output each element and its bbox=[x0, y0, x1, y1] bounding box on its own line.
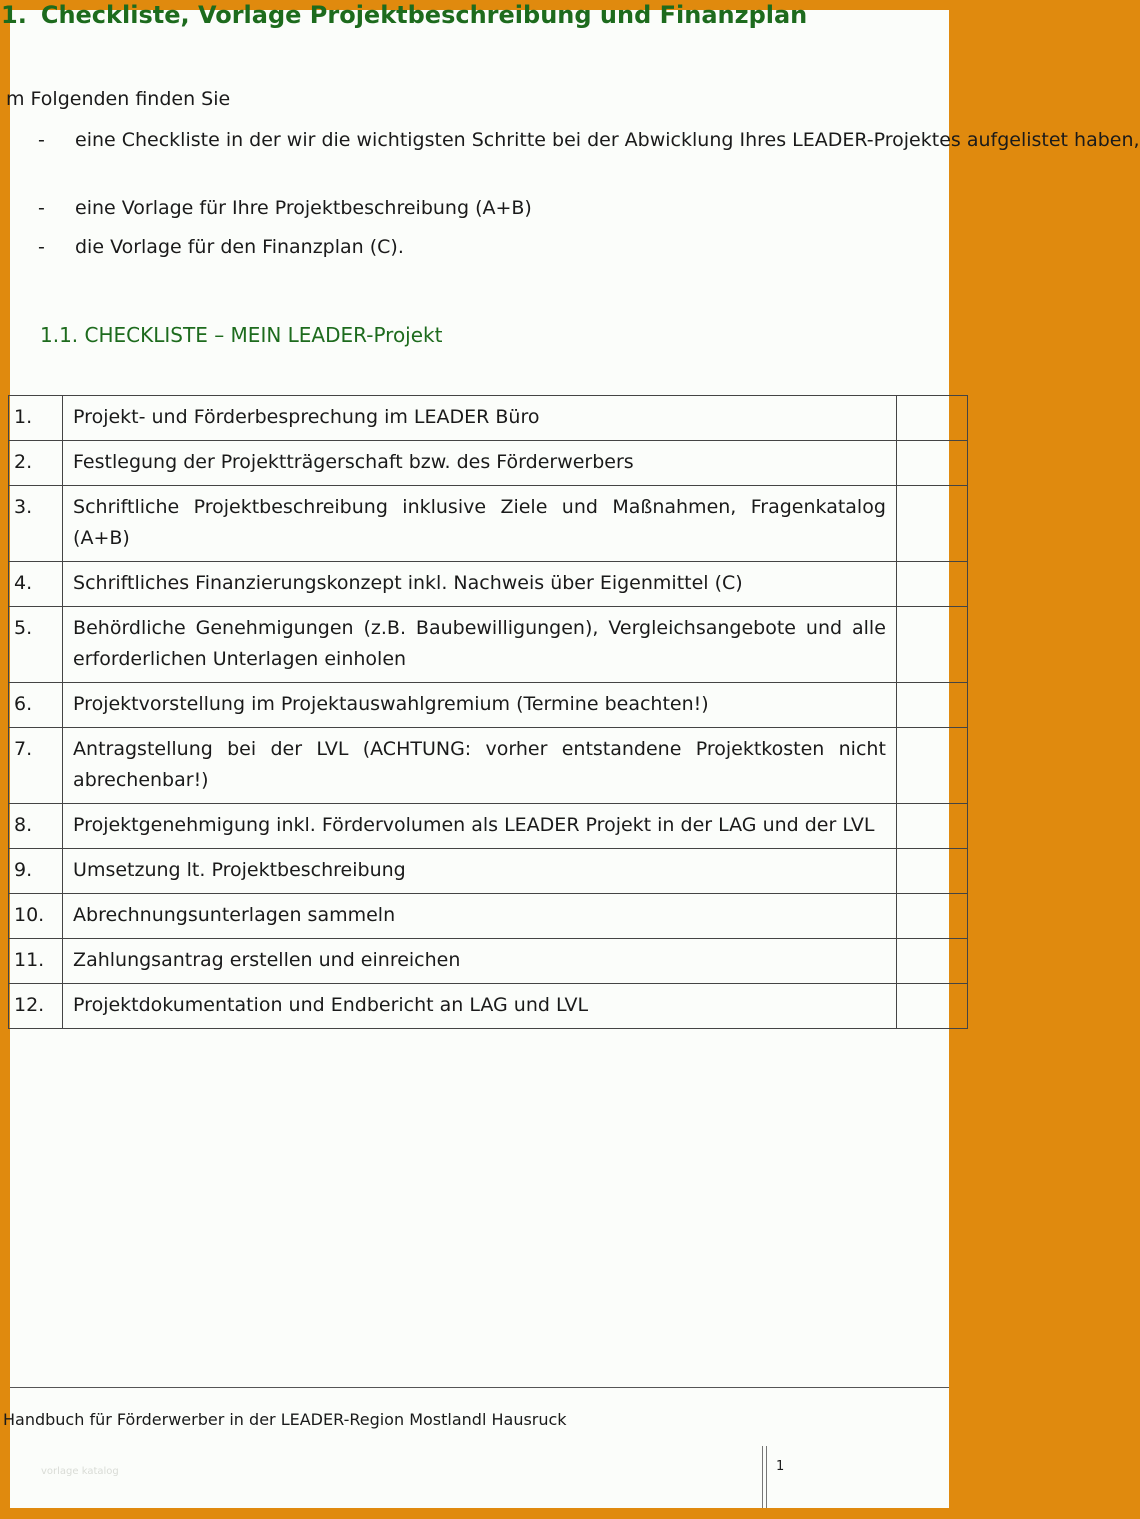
bullet-dash: - bbox=[38, 129, 45, 151]
table-row bbox=[9, 804, 968, 849]
step-text: Zahlungsantrag erstellen und einreichen bbox=[63, 939, 897, 984]
step-number: 1. bbox=[9, 396, 63, 441]
step-text: Schriftliches Finanzierungskonzept inkl. Nachweis über Eigenmittel (C) bbox=[63, 562, 897, 607]
table-row bbox=[9, 562, 968, 607]
step-number: 3. bbox=[9, 486, 63, 562]
table-row bbox=[9, 441, 968, 486]
step-number: 11. bbox=[9, 939, 63, 984]
step-text: Festlegung der Projektträgerschaft bzw. des Förderwerbers bbox=[63, 441, 897, 486]
check-cell[interactable] bbox=[896, 562, 967, 607]
step-number: 6. bbox=[9, 683, 63, 728]
check-cell[interactable] bbox=[896, 396, 967, 441]
document-page bbox=[1, 1, 1140, 1508]
check-cell[interactable] bbox=[896, 441, 967, 486]
intro-text: m Folgenden finden Sie bbox=[6, 88, 231, 110]
checklist-table bbox=[8, 395, 968, 1029]
table-row bbox=[9, 728, 968, 804]
table-row bbox=[9, 396, 968, 441]
bullet-item bbox=[10, 233, 949, 261]
table-row bbox=[9, 984, 968, 1029]
check-cell[interactable] bbox=[896, 984, 967, 1029]
step-number: 12. bbox=[9, 984, 63, 1029]
check-cell[interactable] bbox=[896, 683, 967, 728]
step-number: 5. bbox=[9, 607, 63, 683]
step-text: Behördliche Genehmigungen (z.B. Baubewilligungen), Vergleichsangebote und alle erforderlichen Unterlagen einholen bbox=[63, 607, 897, 683]
step-text: Projekt- und Förderbesprechung im LEADER Büro bbox=[63, 396, 897, 441]
bullet-text: eine Checkliste in der wir die wichtigsten Schritte bei der Abwicklung Ihres LEADER-Projektes aufgelistet haben, bbox=[75, 129, 1140, 151]
watermark-text: vorlage katalog bbox=[41, 1466, 119, 1477]
step-text: Antragstellung bei der LVL (ACHTUNG: vorher entstandene Projektkosten nicht abrechenbar!) bbox=[63, 728, 897, 804]
step-text: Projektgenehmigung inkl. Fördervolumen als LEADER Projekt in der LAG und der LVL bbox=[63, 804, 897, 849]
bullet-dash: - bbox=[38, 197, 45, 219]
footer-divider bbox=[10, 1387, 949, 1388]
check-cell[interactable] bbox=[896, 486, 967, 562]
footer-text: Handbuch für Förderwerber in der LEADER-Region Mostlandl Hausruck bbox=[3, 1410, 567, 1429]
step-text: Umsetzung lt. Projektbeschreibung bbox=[63, 849, 897, 894]
step-text: Abrechnungsunterlagen sammeln bbox=[63, 894, 897, 939]
table-row bbox=[9, 939, 968, 984]
page-number: 1 bbox=[776, 1459, 785, 1474]
step-text: Schriftliche Projektbeschreibung inklusive Ziele und Maßnahmen, Fragenkatalog (A+B) bbox=[63, 486, 897, 562]
bullet-text: die Vorlage für den Finanzplan (C). bbox=[75, 236, 404, 258]
page-number-rule bbox=[762, 1446, 767, 1508]
check-cell[interactable] bbox=[896, 607, 967, 683]
bullet-item bbox=[10, 194, 949, 222]
table-row bbox=[9, 683, 968, 728]
step-number: 4. bbox=[9, 562, 63, 607]
section-title: 1.1. CHECKLISTE – MEIN LEADER-Projekt bbox=[40, 323, 443, 347]
check-cell[interactable] bbox=[896, 939, 967, 984]
check-cell[interactable] bbox=[896, 804, 967, 849]
table-row bbox=[9, 849, 968, 894]
step-text: Projektvorstellung im Projektauswahlgremium (Termine beachten!) bbox=[63, 683, 897, 728]
heading-number: 1. bbox=[1, 1, 27, 29]
step-number: 9. bbox=[9, 849, 63, 894]
check-cell[interactable] bbox=[896, 849, 967, 894]
heading-title: Checkliste, Vorlage Projektbeschreibung und Finanzplan bbox=[40, 1, 808, 29]
bullet-text: eine Vorlage für Ihre Projektbeschreibung (A+B) bbox=[75, 197, 532, 219]
intro-bullet-list bbox=[10, 126, 1140, 261]
check-cell[interactable] bbox=[896, 728, 967, 804]
step-number: 2. bbox=[9, 441, 63, 486]
check-cell[interactable] bbox=[896, 894, 967, 939]
step-number: 10. bbox=[9, 894, 63, 939]
table-row bbox=[9, 894, 968, 939]
table-row bbox=[9, 607, 968, 683]
page-heading bbox=[1, 1, 807, 29]
bullet-dash: - bbox=[38, 236, 45, 258]
step-text: Projektdokumentation und Endbericht an LAG und LVL bbox=[63, 984, 897, 1029]
table-row bbox=[9, 486, 968, 562]
step-number: 8. bbox=[9, 804, 63, 849]
step-number: 7. bbox=[9, 728, 63, 804]
bullet-item bbox=[10, 126, 1140, 182]
